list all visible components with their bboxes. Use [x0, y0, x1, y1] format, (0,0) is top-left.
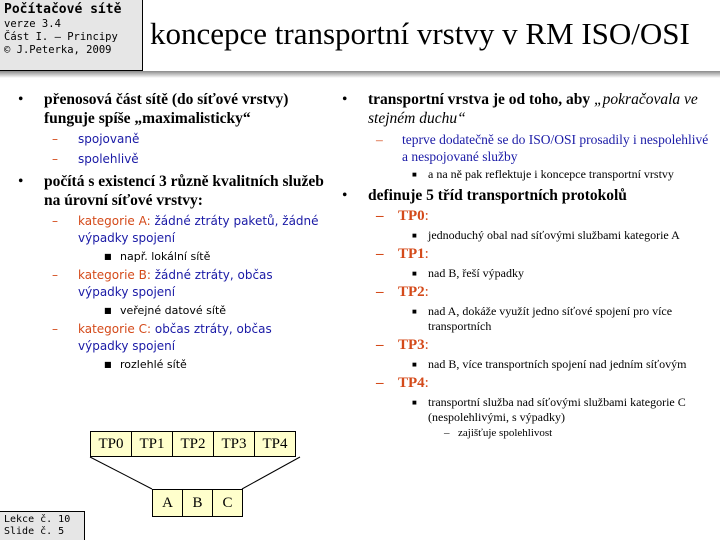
square-bullet-icon: ■ — [104, 360, 112, 369]
square-bullet-icon: ■ — [412, 231, 417, 240]
dash-icon: – — [376, 284, 384, 300]
slide-title: koncepce transportní vrstvy v RM ISO/OSI — [150, 16, 690, 51]
class-tp4: – TP4: ■ transportní služba nad síťovými službami kategorie C (nespolehlivými, s výpadky) – zajišťuje spolehlivost — [368, 374, 716, 440]
class-desc: ■ nad A, dokáže využít jedno síťové spojení pro více transportních — [412, 304, 673, 333]
class-label: TP0 — [398, 208, 425, 224]
tp-classes-box — [90, 431, 296, 457]
dash-icon: – — [376, 132, 383, 147]
class-label: TP2 — [398, 284, 425, 300]
category-cell: C — [213, 490, 242, 516]
dash-icon: – — [52, 214, 58, 228]
square-bullet-icon: ■ — [412, 307, 417, 316]
right-bullet-1-quote: „pokračovala ve stejném duchu“ — [368, 91, 698, 127]
dash-icon: – — [376, 246, 384, 262]
slide-info-box — [0, 511, 85, 540]
tp4-subitem: – zajišťuje spolehlivost — [444, 427, 553, 439]
square-bullet-icon: ■ — [104, 306, 112, 315]
category-a-example: ■ např. lokální sítě — [104, 250, 211, 263]
class-tp0: – TP0: ■ jednoduchý obal nad síťovými službami kategorie A — [368, 207, 716, 243]
category-b-text: žádné ztráty, občas výpadky spojení — [78, 268, 273, 299]
dash-icon: – — [444, 427, 450, 439]
author-text: © J.Peterka, 2009 — [4, 44, 112, 56]
left-bullet-1-text: přenosová část sítě (do síťové vrstvy) funguje spíše „maximalisticky“ — [44, 91, 289, 127]
category-c-example: ■ rozlehlé sítě — [104, 358, 187, 371]
square-bullet-icon: ■ — [412, 269, 417, 278]
lecture-number: Lekce č. 10 — [4, 514, 71, 525]
slide-number: Slide č. 5 — [4, 526, 65, 537]
right-bullet-1-text: transportní vrstva je od toho, aby — [368, 91, 595, 108]
bullet-dot-icon: • — [342, 91, 348, 108]
class-tp3: – TP3: ■ nad B, více transportních spojení nad jedním síťovým — [368, 336, 716, 372]
course-name: Počítačové sítě — [4, 2, 122, 17]
category-c-text: občas ztráty, občas výpadky spojení — [78, 322, 272, 353]
dash-icon: – — [376, 337, 384, 353]
class-label: TP4 — [398, 375, 425, 391]
tp-cell: TP2 — [173, 432, 214, 456]
class-tp2: – TP2: ■ nad A, dokáže využít jedno síťové spojení pro více transportních — [368, 283, 716, 334]
right-sub-iso-osi: – teprve dodatečně se do ISO/OSI prosadily i nespolehlivé a nespojované služby ■ a na ně pak reflektuje i koncepce transportní vrstvy — [368, 131, 716, 182]
class-desc: ■ nad B, více transportních spojení nad jedním síťovým — [412, 357, 687, 371]
class-label: TP1 — [398, 246, 425, 262]
tp-cell: TP0 — [91, 432, 132, 456]
category-cell: B — [183, 490, 213, 516]
square-bullet-icon: ■ — [412, 360, 417, 369]
bullet-dot-icon: • — [18, 91, 24, 108]
bullet-dot-icon: • — [342, 187, 348, 204]
dash-icon: – — [376, 208, 384, 224]
category-a-text: žádné ztráty paketů, žádné výpadky spojení — [78, 214, 319, 245]
category-a-label: kategorie A: — [78, 214, 151, 228]
right-bullet-2-text: definuje 5 tříd transportních protokolů — [368, 187, 627, 204]
square-bullet-icon: ■ — [412, 398, 417, 407]
tp-cell: TP3 — [214, 432, 255, 456]
dash-icon: – — [52, 152, 58, 166]
category-c-label: kategorie C: — [78, 322, 152, 336]
square-bullet-icon: ■ — [412, 170, 417, 179]
category-box — [152, 489, 243, 517]
tp-cell: TP4 — [255, 432, 295, 456]
version-text: verze 3.4 — [4, 18, 61, 30]
class-desc: ■ nad B, řeší výpadky — [412, 266, 524, 280]
category-b-label: kategorie B: — [78, 268, 151, 282]
class-desc: ■ jednoduchý obal nad síťovými službami kategorie A — [412, 228, 680, 242]
left-bullet-2-text: počítá s existencí 3 různě kvalitních služeb na úrovní síťové vrstvy: — [44, 173, 324, 209]
left-sub-spojovane: – spojovaně — [52, 132, 140, 146]
part-text: Část I. – Principy — [4, 31, 118, 43]
class-desc: ■ transportní služba nad síťovými službami kategorie C (nespolehlivými, s výpadky) – zajišťuje spolehlivost — [398, 395, 716, 440]
square-bullet-icon: ■ — [104, 252, 112, 261]
category-cell: A — [153, 490, 183, 516]
dash-icon: – — [52, 132, 58, 146]
right-sub-reflect: ■ a na ně pak reflektuje i koncepce transportní vrstvy — [412, 167, 674, 181]
tp-cell: TP1 — [132, 432, 173, 456]
class-label: TP3 — [398, 337, 425, 353]
class-tp1: – TP1: ■ nad B, řeší výpadky — [368, 245, 716, 281]
left-sub-spolehlive: – spolehlivě — [52, 152, 139, 166]
dash-icon: – — [376, 375, 384, 391]
dash-icon: – — [52, 322, 58, 336]
dash-icon: – — [52, 268, 58, 282]
category-b-example: ■ veřejné datové sítě — [104, 304, 227, 317]
bullet-dot-icon: • — [18, 173, 24, 190]
